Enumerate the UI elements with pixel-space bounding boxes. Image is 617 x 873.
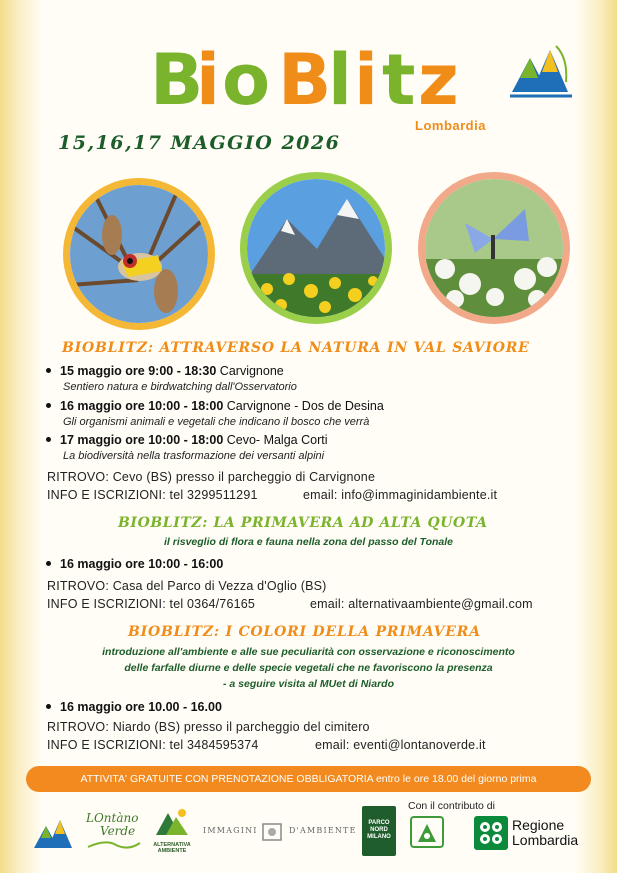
logo-text: LOntàno <box>86 811 139 825</box>
bullet-icon <box>46 704 51 709</box>
email-link[interactable]: email: info@immaginidambiente.it <box>303 488 498 502</box>
immagini-ambiente-logo <box>203 822 355 842</box>
regional-park-badge <box>410 816 444 848</box>
email-link[interactable]: email: alternativaambiente@gmail.com <box>310 597 533 611</box>
ritrovo-text: RITROVO: Casa del Parco di Vezza d'Oglio (BS) <box>47 579 327 593</box>
item-date: 16 maggio ore 10:00 - 18:00 <box>60 399 224 413</box>
title-letter: t <box>382 39 414 121</box>
logo-text: ALTERNATIVA AMBIENTE <box>153 842 191 854</box>
butterfly-photo <box>418 172 570 324</box>
list-item <box>46 700 222 714</box>
regione-lombardia-text <box>512 818 578 848</box>
logo-text: Lombardia <box>512 832 579 848</box>
event-dates: 15,16,17 MAGGIO 2026 <box>58 132 341 154</box>
info-phone: INFO E ISCRIZIONI: tel 3484595374 <box>47 738 259 752</box>
title-letter: B <box>150 39 202 121</box>
free-activities-banner: ATTIVITA' GRATUITE CON PRENOTAZIONE OBBLIGATORIA entro le ore 18.00 del giorno prima <box>26 766 591 792</box>
list-item <box>46 433 327 447</box>
logo-text: D'AMBIENTE <box>289 826 357 835</box>
section3-heading: BIOBLITZ: I COLORI DELLA PRIMAVERA <box>128 624 481 640</box>
logo-text: Regione <box>512 817 565 833</box>
section3-subtitle-line: - a seguire visita al MUet di Niardo <box>223 678 394 690</box>
ritrovo-text: RITROVO: Niardo (BS) presso il parcheggio del cimitero <box>47 720 370 734</box>
bioblitz-title <box>150 40 472 120</box>
alternativa-ambiente-logo <box>150 805 194 857</box>
title-letter: z <box>418 39 457 121</box>
item-description: Gli organismi animali e vegetali che indicano il bosco che verrà <box>63 416 370 428</box>
section2-subtitle: il risveglio di flora e fauna nella zona del passo del Tonale <box>163 536 454 548</box>
regione-lombardia-icon <box>474 816 508 850</box>
ritrovo-text: RITROVO: Cevo (BS) presso il parcheggio di Carvignone <box>47 470 376 484</box>
title-letter: l <box>328 39 350 121</box>
bullet-icon <box>46 368 51 373</box>
bullet-icon <box>46 403 51 408</box>
item-date: 16 maggio ore 10.00 - 16.00 <box>60 700 222 714</box>
contribution-label: Con il contributo di <box>408 800 495 812</box>
info-phone: INFO E ISCRIZIONI: tel 0364/76165 <box>47 597 256 611</box>
title-letter: i <box>196 39 218 121</box>
list-item <box>46 364 284 378</box>
mountain-photo <box>240 172 392 324</box>
item-description: La biodiversità nella trasformazione dei versanti alpini <box>63 450 325 462</box>
logo-text: IMMAGINI <box>203 826 258 835</box>
park-logo-small <box>32 812 76 852</box>
list-item <box>46 557 223 571</box>
item-date: 17 maggio ore 10:00 - 18:00 <box>60 433 224 447</box>
section1-heading: BIOBLITZ: ATTRAVERSO LA NATURA IN VAL SAVIORE <box>62 340 530 356</box>
lontano-verde-logo <box>86 812 142 852</box>
title-letter: i <box>354 39 376 121</box>
title-lombardia: Lombardia <box>415 118 486 133</box>
title-letter: B <box>278 39 330 121</box>
park-logo <box>506 38 578 100</box>
section3-subtitle-line: delle farfalle diurne e delle specie vegetali che ne favoriscono la presenza <box>124 662 493 674</box>
email-link[interactable]: email: eventi@lontanoverde.it <box>315 738 486 752</box>
item-place: Carvignone - Dos de Desina <box>223 399 384 413</box>
list-item <box>46 399 384 413</box>
item-date: 16 maggio ore 10:00 - 16:00 <box>60 557 224 571</box>
section3-subtitle-line: introduzione all'ambiente e alle sue peculiarità con osservazione e riconoscimento <box>102 646 515 658</box>
bullet-icon <box>46 561 51 566</box>
parco-nord-logo <box>362 806 396 856</box>
logo-text: PARCO NORD MILANO <box>367 820 391 840</box>
item-description: Sentiero natura e birdwatching dall'Osservatorio <box>63 381 297 393</box>
title-letter: o <box>222 39 269 121</box>
section2-heading: BIOBLITZ: LA PRIMAVERA AD ALTA QUOTA <box>118 515 488 531</box>
logo-text: Verde <box>100 824 136 838</box>
item-date: 15 maggio ore 9:00 - 18:30 <box>60 364 217 378</box>
bullet-icon <box>46 437 51 442</box>
goldfinch-photo <box>63 178 215 330</box>
item-place: Carvignone <box>216 364 284 378</box>
item-place: Cevo- Malga Corti <box>223 433 328 447</box>
info-phone: INFO E ISCRIZIONI: tel 3299511291 <box>47 488 258 502</box>
